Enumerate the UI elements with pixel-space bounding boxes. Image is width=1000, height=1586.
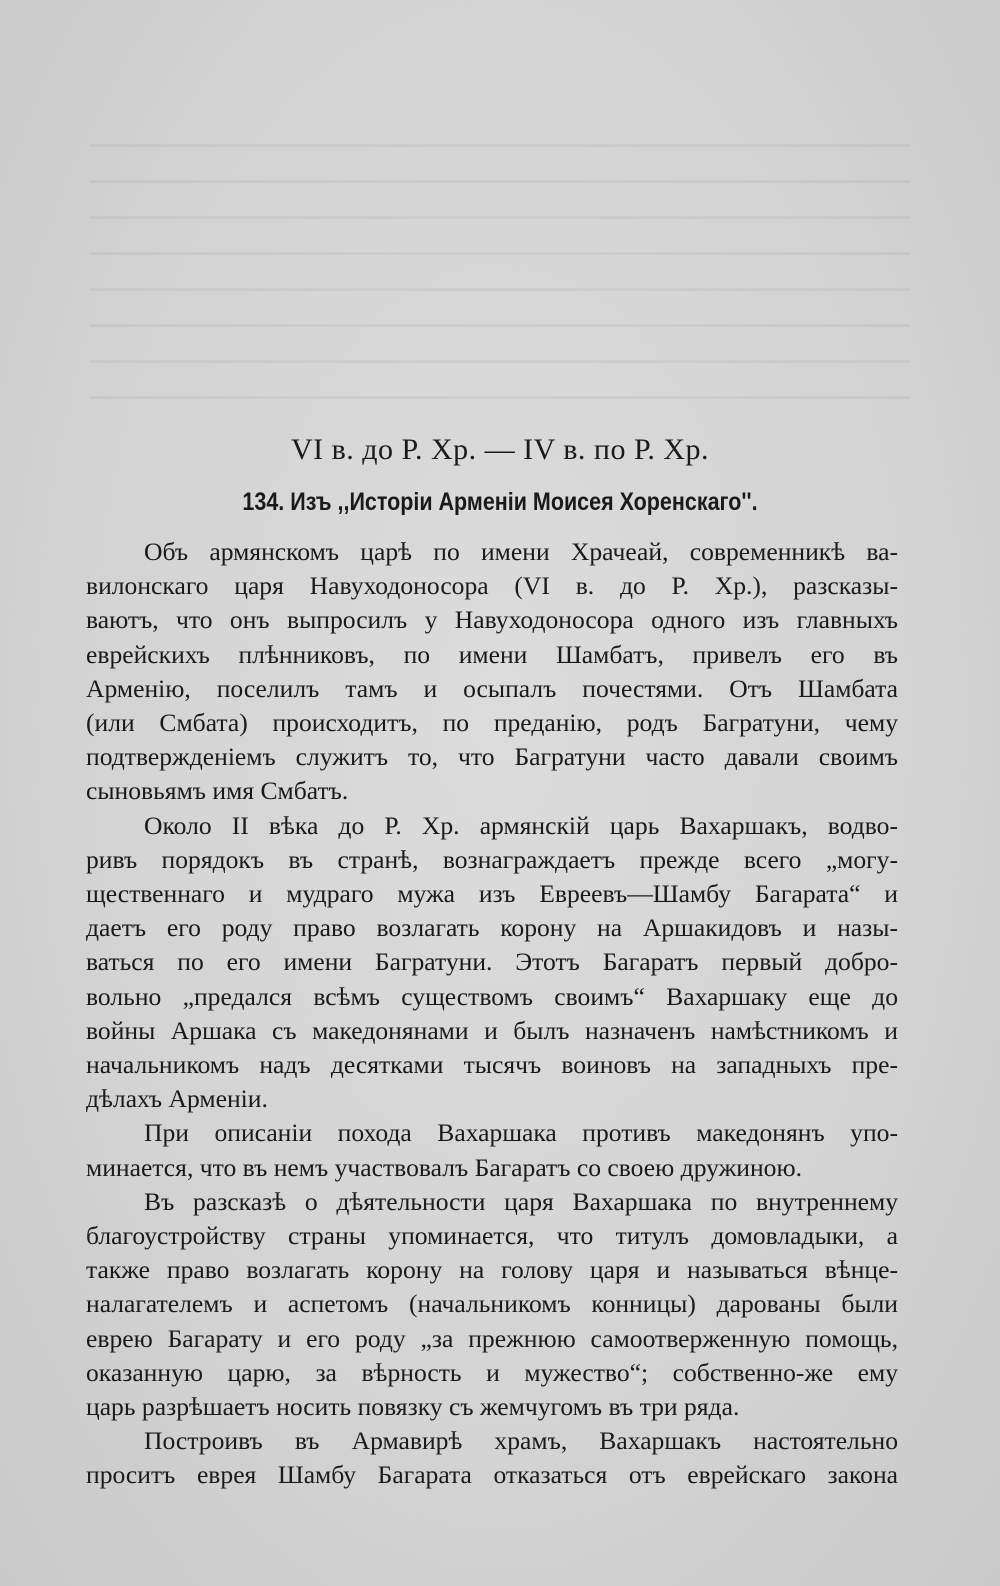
text-line: также право возлагать корону на голову царя и называться вѣнце- xyxy=(86,1255,898,1285)
text-line: ривъ порядокъ въ странѣ, вознаграждаетъ прежде всего „могу- xyxy=(86,844,898,874)
paragraph xyxy=(86,1424,898,1492)
text-line: оказанную царю, за вѣрность и мужество“; собственно-же ему xyxy=(86,1357,898,1387)
body-text xyxy=(86,535,898,1493)
text-line: дѣлахъ Арменіи. xyxy=(86,1084,268,1114)
text-line: сыновьямъ имя Смбатъ. xyxy=(86,776,349,806)
paragraph xyxy=(86,535,898,809)
paragraph xyxy=(86,1185,898,1424)
text-line: еврейскихъ плѣнниковъ, по имени Шамбатъ, привелъ его въ xyxy=(86,639,898,669)
text-line: начальникомъ надъ десятками тысячъ воиновъ на западныхъ пре- xyxy=(86,1050,898,1080)
text-line: Въ разсказѣ о дѣятельности царя Вахаршака по внутреннему xyxy=(144,1186,898,1216)
paragraph xyxy=(86,1116,898,1184)
text-line: щественнаго и мудраго мужа изъ Евреевъ—Шамбу Багарата“ и xyxy=(86,879,898,909)
text-line: Построивъ въ Армавирѣ храмъ, Вахаршакъ настоятельно xyxy=(144,1426,898,1456)
text-line: царь разрѣшаетъ носить повязку съ жемчугомъ въ три ряда. xyxy=(86,1392,740,1422)
text-line: ваютъ, что онъ выпросилъ у Навуходоносора одного изъ главныхъ xyxy=(86,605,898,635)
section-title: 134. Изъ ,,Исторіи Арменіи Моисея Хоренскаго''. xyxy=(242,488,758,516)
text-line: подтвержденіемъ служитъ то, что Багратуни часто давали своимъ xyxy=(86,742,898,772)
text-line: минается, что въ немъ участвовалъ Багаратъ со своею дружиною. xyxy=(86,1152,802,1182)
period-heading: VI в. до Р. Хр. — IV в. по Р. Хр. xyxy=(290,433,710,466)
text-line: Арменію, поселилъ тамъ и осыпалъ почестями. Отъ Шамбата xyxy=(86,673,898,703)
text-line: (или Смбата) происходитъ, по преданію, родъ Багратуни, чему xyxy=(86,708,898,738)
text-line: даетъ его роду право возлагать корону на Аршакидовъ и назы- xyxy=(86,913,898,943)
text-line: Около II вѣка до Р. Хр. армянскій царь Вахаршакъ, водво- xyxy=(144,810,898,840)
text-line: еврею Багарату и его роду „за прежнюю самоотверженную помощь, xyxy=(86,1323,898,1353)
text-line: При описаніи похода Вахаршака противъ македонянъ упо- xyxy=(144,1118,898,1148)
text-line: вилонскаго царя Навуходоносора (VI в. до Р. Хр.), разсказы- xyxy=(86,571,898,601)
bleed-through-text xyxy=(90,120,910,420)
text-line: благоустройству страны упоминается, что титулъ домовладыки, а xyxy=(86,1221,898,1251)
text-line: проситъ еврея Шамбу Багарата отказаться отъ еврейскаго закона xyxy=(86,1460,898,1490)
text-line: вольно „предался всѣмъ существомъ своимъ“ Вахаршаку еще до xyxy=(86,981,898,1011)
paragraph xyxy=(86,809,898,1117)
text-line: Объ армянскомъ царѣ по имени Храчеай, современникѣ ва- xyxy=(144,537,898,566)
text-line: войны Аршака съ македонянами и былъ назначенъ намѣстникомъ и xyxy=(86,1015,898,1045)
text-line: ваться по его имени Багратуни. Этотъ Багаратъ первый добро- xyxy=(86,947,898,977)
text-line: налагателемъ и аспетомъ (начальникомъ конницы) дарованы были xyxy=(86,1289,898,1319)
